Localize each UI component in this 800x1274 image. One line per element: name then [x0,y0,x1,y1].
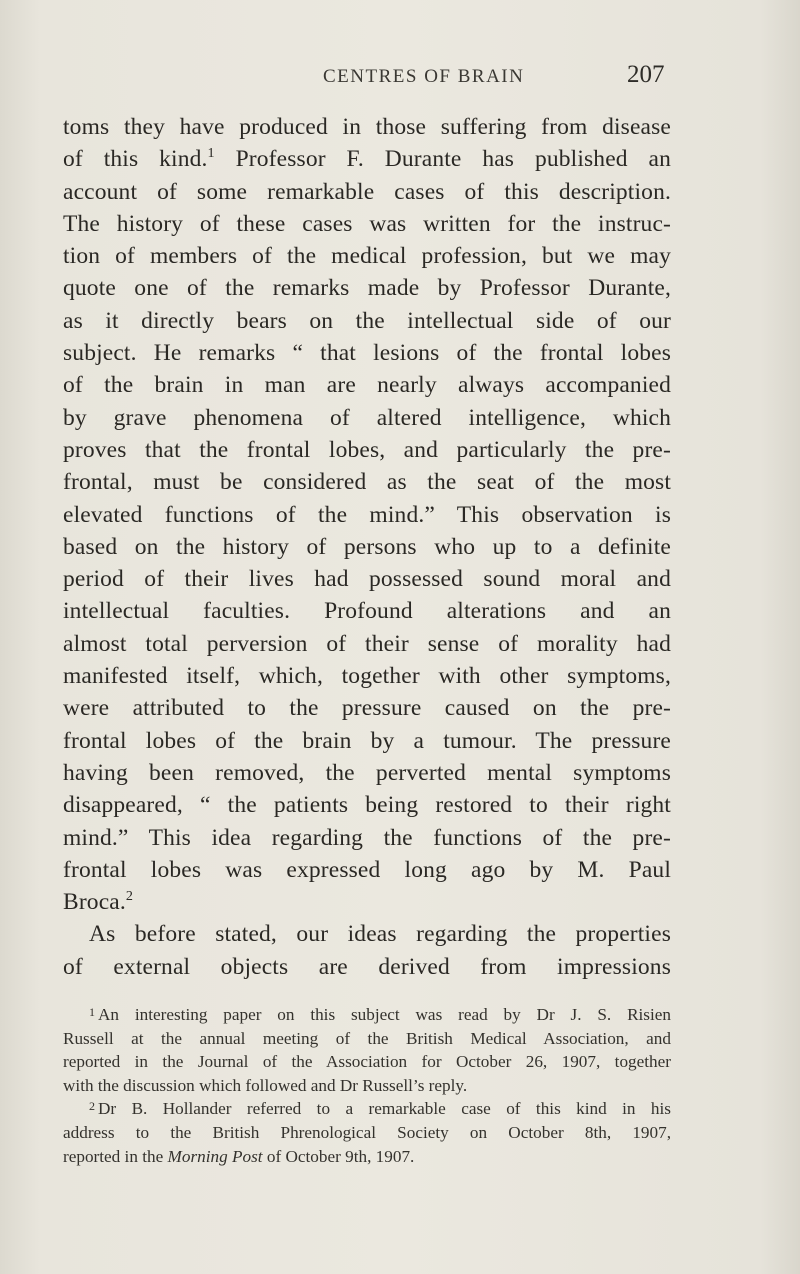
text-line: having been removed, the perverted mental symptoms [63,759,671,786]
text-line: account of some remarkable cases of this description. [63,178,671,205]
text-line: quote one of the remarks made by Professor Durante, [63,275,671,302]
newspaper-title: Morning Post [167,1146,263,1166]
footnote-2-line [63,1145,671,1169]
footnote-text: of October 9th, 1907. [262,1146,415,1166]
footnote-text: Dr B. Hollander referred to a remarkable case of this kind in his [98,1099,671,1119]
running-head [0,61,800,96]
footnote-1-line [63,1003,671,1027]
text-line: of the brain in man are nearly always accompanied [63,372,671,399]
text-line [63,886,671,918]
text-fragment: Professor F. Durante has published an [214,146,672,173]
footnote-1-marker: 1 [89,1005,96,1019]
footnote-1-line: reported in the Journal of the Association for October 26, 1907, together [63,1052,671,1072]
text-line: disappeared, “ the patients being restored to their right [63,792,671,819]
footnote-text: An interesting paper on this subject was read by Dr J. S. Risien [98,1005,671,1024]
footnote-text: reported in the [63,1146,168,1166]
text-line: tion of members of the medical profession, but we may [63,243,671,270]
text-line [63,143,671,175]
text-line: mind.” This idea regarding the functions of the pre- [63,824,671,851]
footnote-1-line: with the discussion which followed and Dr Russell’s reply. [63,1075,468,1095]
text-fragment: Broca. [63,889,126,916]
text-line: elevated functions of the mind.” This observation is [63,501,671,528]
text-line: intellectual faculties. Profound alterations and an [63,598,671,625]
text-line: The history of these cases was written for the instruc- [63,210,671,237]
text-line: proves that the frontal lobes, and particularly the pre- [63,436,671,463]
footnote-2-line: address to the British Phrenological Society on October 8th, 1907, [63,1122,671,1142]
text-line: frontal lobes was expressed long ago by M. Paul [63,856,671,883]
text-line: manifested itself, which, together with other symptoms, [63,663,671,690]
text-fragment: of this kind. [63,146,208,173]
paragraph-start-line: As before stated, our ideas regarding the properties [89,921,671,948]
body-text [63,111,671,983]
footnote-marker-1: 1 [207,145,215,162]
text-line: based on the history of persons who up to a definite [63,533,671,560]
text-line: frontal, must be considered as the seat of the most [63,469,671,496]
footnotes [63,1003,671,1168]
running-title: CENTRES OF BRAIN [323,66,525,87]
text-line: toms they have produced in those suffering from disease [63,114,671,140]
text-line: period of their lives had possessed sound moral and [63,566,671,593]
text-line: almost total perversion of their sense of morality had [63,630,671,657]
footnote-2-marker: 2 [89,1099,96,1114]
text-line: subject. He remarks “ that lesions of the frontal lobes [63,340,671,367]
text-line: were attributed to the pressure caused on the pre- [63,695,671,722]
text-line: frontal lobes of the brain by a tumour. The pressure [63,727,671,754]
text-line: by grave phenomena of altered intelligence, which [63,404,671,431]
text-line: of external objects are derived from impressions [63,953,671,980]
text-line: as it directly bears on the intellectual side of our [63,307,671,334]
footnote-marker-2: 2 [125,888,134,905]
page-number: 207 [627,61,665,88]
footnote-1-line: Russell at the annual meeting of the British Medical Association, and [63,1028,671,1048]
footnote-2-line [63,1097,671,1121]
